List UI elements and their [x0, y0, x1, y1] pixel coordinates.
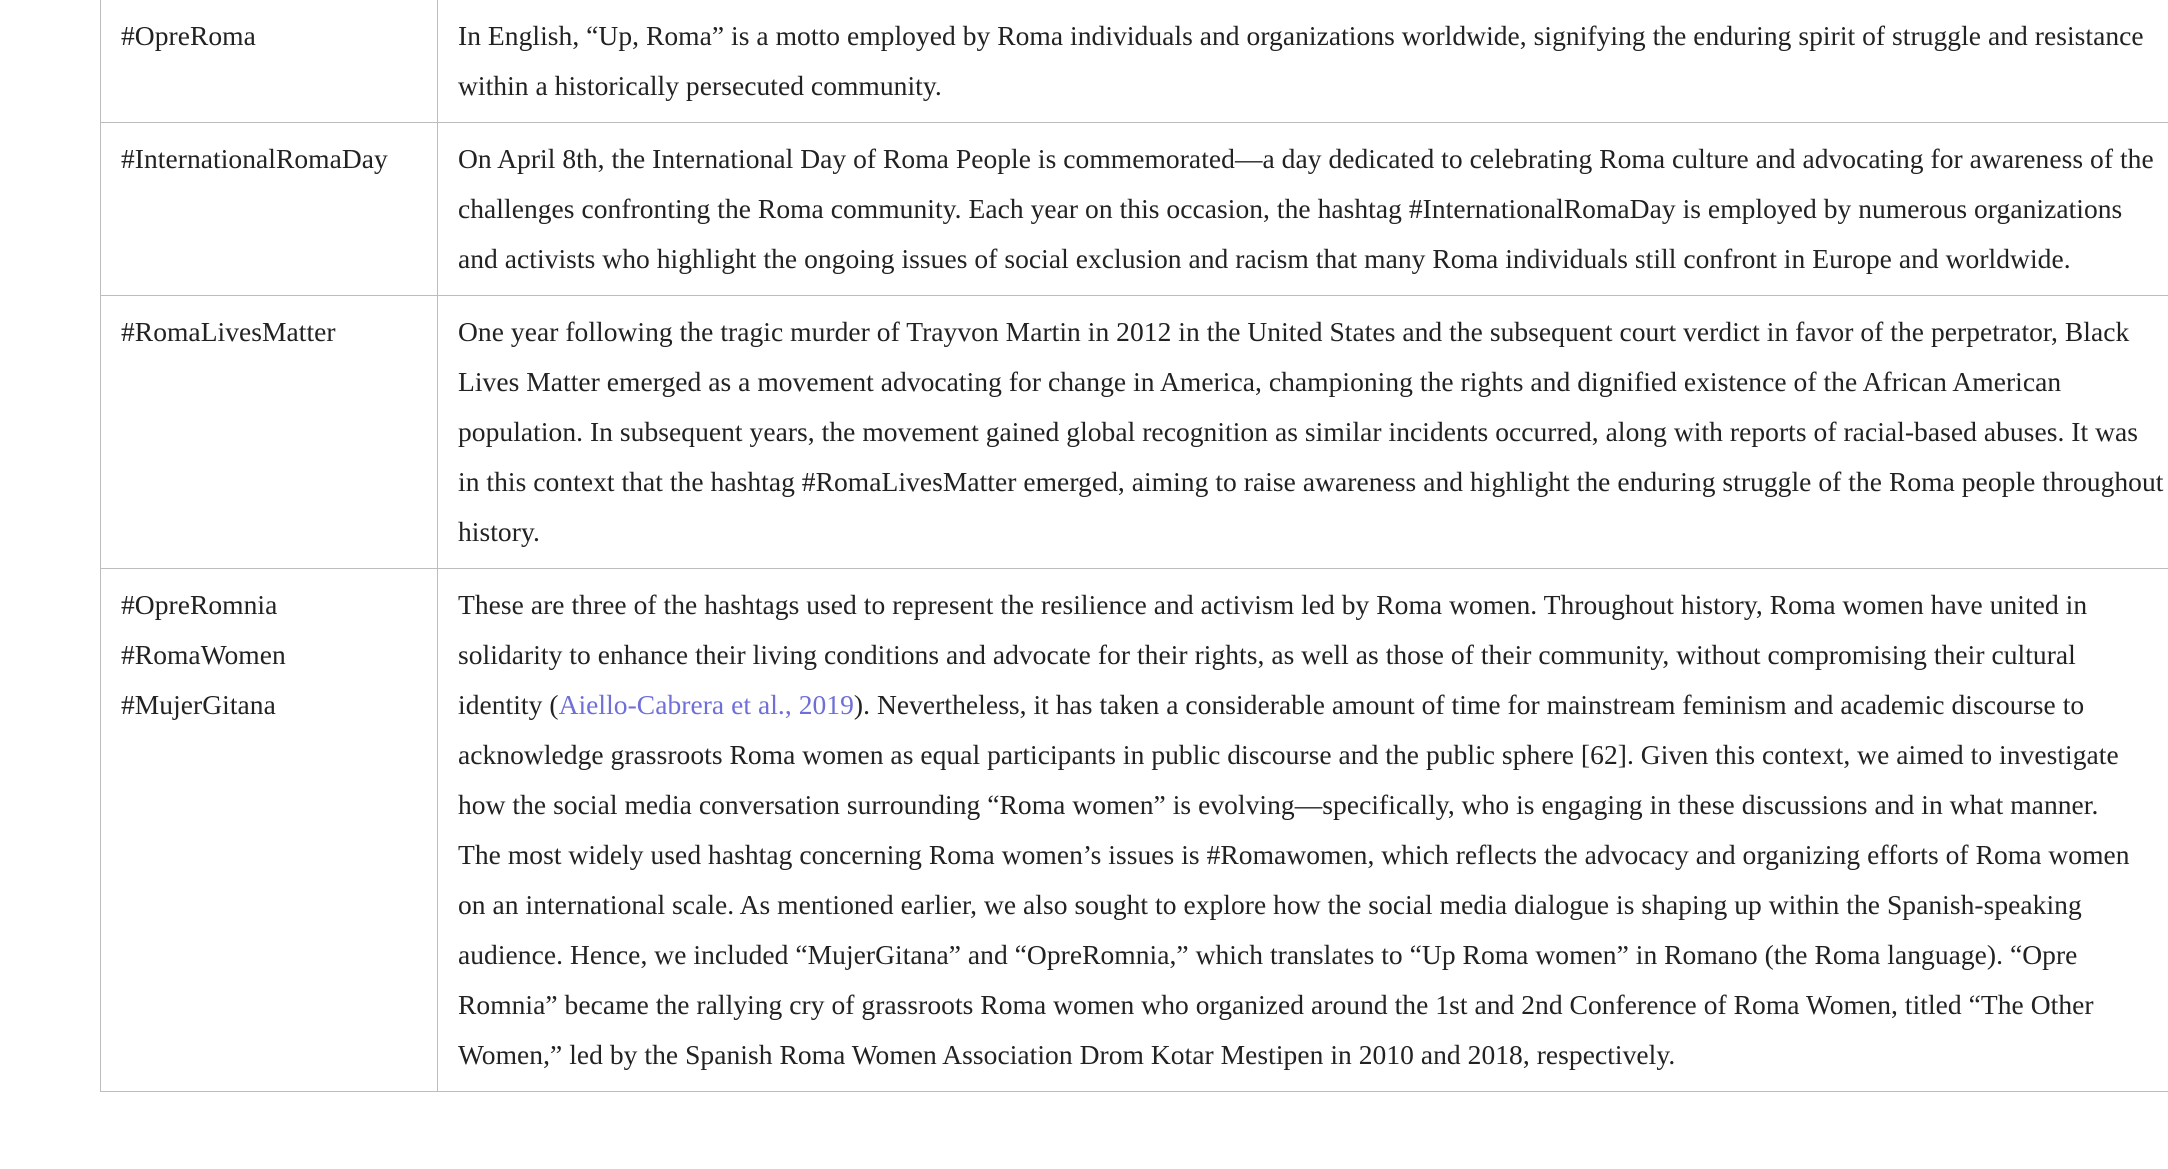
- hashtag-cell: [101, 569, 438, 1092]
- description-text: In English, “Up, Roma” is a motto employed by Roma individuals and organizations worldwide, signifying the enduring spirit of struggle and resistance within a historically persecuted community.: [458, 20, 2144, 101]
- hashtag-table: [100, 0, 2168, 1092]
- description-text: On April 8th, the International Day of Roma People is commemorated—a day dedicated to celebrating Roma culture and advocating for awareness of the challenges confronting the Roma community. Each year on this occasion, the hashtag #InternationalRomaDay is employed by numerous organizations and activists who highlight the ongoing issues of social exclusion and racism that many Roma individuals still confront in Europe and worldwide.: [458, 143, 2154, 274]
- description-cell: [438, 123, 2168, 296]
- hashtag-table-body: [101, 0, 2168, 1092]
- description-cell: [438, 0, 2168, 123]
- description-paragraph: [458, 134, 2164, 284]
- hashtag-label: #RomaWomen: [121, 639, 286, 670]
- description-text: ). Nevertheless, it has taken a considerable amount of time for mainstream feminism and academic discourse to acknowledge grassroots Roma women as equal participants in public discourse and the public sphere [62]. Given this context, we aimed to investigate how the social media conversation surrounding “Roma women” is evolving—specifically, who is engaging in these discussions and in what manner.: [458, 689, 2119, 820]
- description-cell: [438, 569, 2168, 1092]
- hashtag-label: #MujerGitana: [121, 689, 276, 720]
- description-text: One year following the tragic murder of Trayvon Martin in 2012 in the United States and the subsequent court verdict in favor of the perpetrator, Black Lives Matter emerged as a movement advocating for change in America, championing the rights and dignified existence of the African American population. In subsequent years, the movement gained global recognition as similar incidents occurred, along with reports of racial-based abuses. It was in this context that the hashtag #RomaLivesMatter emerged, aiming to raise awareness and highlight the enduring struggle of the Roma people throughout history.: [458, 316, 2164, 547]
- hashtag-label: #InternationalRomaDay: [121, 143, 388, 174]
- hashtag-cell: [101, 296, 438, 569]
- description-paragraph: [458, 11, 2164, 111]
- hashtag-label: #OpreRomnia: [121, 589, 278, 620]
- citation-link[interactable]: Aiello-Cabrera et al., 2019: [558, 689, 854, 720]
- hashtag-label: #OpreRoma: [121, 20, 256, 51]
- description-paragraph: [458, 580, 2164, 830]
- table-row: [101, 123, 2168, 296]
- description-text: The most widely used hashtag concerning Roma women’s issues is #Romawomen, which reflects the advocacy and organizing efforts of Roma women on an international scale. As mentioned earlier, we also sought to explore how the social media dialogue is shaping up within the Spanish-speaking audience. Hence, we included “MujerGitana” and “OpreRomnia,” which translates to “Up Roma women” in Romano (the Roma language). “Opre Romnia” became the rallying cry of grassroots Roma women who organized around the 1st and 2nd Conference of Roma Women, titled “The Other Women,” led by the Spanish Roma Women Association Drom Kotar Mestipen in 2010 and 2018, respectively.: [458, 839, 2130, 1070]
- hashtag-cell: [101, 0, 438, 123]
- description-paragraph: [458, 830, 2164, 1080]
- table-row: [101, 569, 2168, 1092]
- table-row: [101, 296, 2168, 569]
- description-paragraph: [458, 307, 2164, 557]
- description-text: These are three of the hashtags used to represent the resilience and activism led by Roma women. Throughout history, Roma women have united in solidarity to enhance their living conditions and advocate for their rights, as well as those of their community, without compromising their cultural identity (: [458, 589, 2088, 720]
- description-cell: [438, 296, 2168, 569]
- table-row: [101, 0, 2168, 123]
- hashtag-label: #RomaLivesMatter: [121, 316, 336, 347]
- hashtag-table-container: [100, 0, 2168, 1092]
- hashtag-cell: [101, 123, 438, 296]
